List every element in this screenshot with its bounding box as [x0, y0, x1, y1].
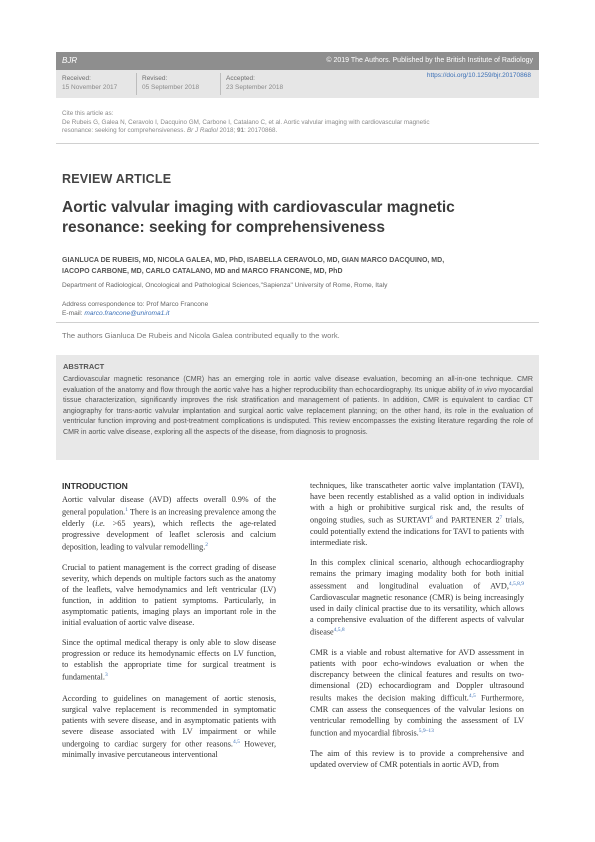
text-run: In this complex clinical scenario, although echocardiography remains the primary imaging modality both for both initial assessment and longitudinal evaluation of AVD, [310, 558, 524, 591]
citation-volume: 91 [237, 127, 245, 134]
divider [56, 322, 539, 323]
email-link[interactable]: marco.francone@uniroma1.it [84, 310, 170, 317]
text-run: >65 years), which reflects the age-related progressive development of leaflet sclerosis and calcium deposition, leading to valvular remodelling. [62, 518, 276, 552]
journal-header-bar [56, 52, 539, 70]
article-type: REVIEW ARTICLE [62, 172, 172, 186]
text-run: Since the optimal medical therapy is only able to slow disease progression or reduce its hemodynamic effects on LV function, to establish the appropriate time for surgical treatment is fundamental. [62, 638, 276, 683]
paragraph [310, 557, 524, 637]
divider [136, 73, 137, 95]
section-heading-introduction: INTRODUCTION [62, 481, 128, 491]
accepted-date [226, 74, 283, 92]
reference-link[interactable]: 4,5,8,9 [508, 581, 524, 588]
reference-link[interactable]: 4,5 [468, 693, 476, 700]
divider [220, 73, 221, 95]
citation-year: 2018; [217, 127, 238, 134]
text-run: According to guidelines on management of aortic stenosis, surgical valve replacement is recommended in symptomatic patients with severe disease, and in asymptomatic patients with severe disease associated with LV impairment or while undergoing to cardiac surgery for other reasons. [62, 693, 276, 749]
text-run: CMR is a viable and robust alternative for AVD assessment in patients with poor echo-windows evaluation or when the discrepancy between the clinical features and results on two-dimensional (2D) echocardiogram and Doppler ultrasound results makes the decision making difficult. [310, 648, 524, 703]
reference-link[interactable]: 7 [499, 515, 503, 521]
citation-line-1: De Rubeis G, Galea N, Ceravolo I, Dacquino GM, Carbone I, Catalano C, et al. Aortic valvular imaging with cardiovascular magnetic [62, 118, 430, 126]
reference-link[interactable]: 2 [205, 541, 208, 548]
authors-line-2: IACOPO CARBONE, MD, CARLO CATALANO, MD and MARCO FRANCONE, MD, PhD [62, 268, 343, 275]
text-run: Cardiovascular magnetic resonance (CMR) is being increasingly used in daily clinical practise due to its versatility, which allows a comprehensive evaluation of the different aspects of valvular disease [310, 592, 524, 637]
correspondence-email [62, 309, 208, 318]
abstract-text [63, 375, 533, 439]
article-title [62, 198, 532, 238]
received-label: Received: [62, 75, 91, 82]
title-line-2: resonance: seeking for comprehensiveness [62, 219, 386, 236]
accepted-value: 23 September 2018 [226, 84, 284, 91]
reference-link[interactable]: 4,5,8 [333, 626, 345, 633]
author-list [62, 255, 532, 277]
authors-line-1: GIANLUCA DE RUBEIS, MD, NICOLA GALEA, MD, PhD, ISABELLA CERAVOLO, MD, GIAN MARCO DACQUINO, MD, [62, 257, 445, 264]
reference-link[interactable]: 3 [104, 672, 108, 679]
revised-label: Revised: [142, 75, 168, 82]
body-column-left [62, 494, 276, 770]
citation-block [62, 110, 532, 136]
body-column-right [310, 480, 524, 780]
paragraph [62, 693, 276, 761]
citation-line-2 [62, 127, 532, 136]
text-run: There is an increasing prevalence among the elderly ( [62, 507, 276, 528]
correspondence [62, 300, 208, 318]
abstract-text-part: myocardial tissue characterization, significantly improves the risk stratification and management of patients. In addition, CMR is equivalent to cardiac CT angiography for trans-aortic valvular implantation and surgical aortic valve replacement planning; on the other hand, its role in the evaluation of ventricular function improving and post-treatment complications is undisputed. This review encompasses the existing literature regarding the role of CMR in aortic valve disease, exploring all the aspects of the disease, from diagnosis to prognosis. [63, 386, 533, 436]
text-run: Aortic valvular disease (AVD) affects overall 0.9% of the general population. [62, 495, 276, 517]
abstract-italic-term: in vivo [476, 386, 497, 394]
paragraph [62, 494, 276, 552]
dates-bar [56, 70, 539, 98]
paragraph: Crucial to patient management is the correct grading of disease severity, which depends on multiple factors such as the anatomy of the leaflets, valve hemodynamics and left ventricular (LV) function, in addition to patient symptoms. Particularly, in asymptomatic patients, imaging plays an important role in the initial evaluation of aortic valve disease. [62, 562, 276, 627]
citation-page: : 20170868. [244, 127, 278, 134]
text-run: Furthermore, CMR can assess the consequences of the valvular lesions on ventricular remodelling by combining the assessment of LV function and myocardial fibrosis. [310, 693, 524, 738]
correspondence-address: Address correspondence to: Prof Marco Francone [62, 301, 209, 308]
paragraph [310, 647, 524, 738]
citation-title-end: resonance: seeking for comprehensiveness. [62, 127, 187, 134]
affiliation: Department of Radiological, Oncological and Pathological Sciences,"Sapienza" University of Rome, Rome, Italy [62, 282, 388, 289]
divider [56, 143, 539, 144]
revised-value: 05 September 2018 [142, 84, 200, 91]
paragraph [310, 480, 524, 548]
revised-date [142, 74, 199, 92]
title-line-1: Aortic valvular imaging with cardiovascular magnetic [62, 199, 455, 216]
text-italic: i.e. [95, 518, 106, 528]
citation-journal: Br J Radiol [186, 127, 218, 134]
paragraph: The aim of this review is to provide a comprehensive and updated overview of CMR potentials in aortic AVD, from [310, 749, 524, 770]
doi-link[interactable]: https://doi.org/10.1259/bjr.20170868 [426, 72, 531, 79]
reference-link[interactable]: 6 [429, 515, 433, 521]
contribution-note: The authors Gianluca De Rubeis and Nicola Galea contributed equally to the work. [62, 331, 340, 340]
reference-link[interactable]: 1 [125, 507, 128, 513]
abstract-heading: ABSTRACT [63, 362, 105, 371]
abstract-text-part: Cardiovascular magnetic resonance (CMR) has an emerging role in aortic valve disease evaluation, becoming an all-in-one technique. CMR evaluation of the anatomy and flow through the aortic valve has a higher reproducibility than echocardiography. Its unique ability of [63, 376, 533, 394]
text-run: However, minimally invasive percutaneous interventional [62, 739, 276, 760]
email-label: E-mail: [62, 310, 85, 317]
abstract-box [56, 355, 539, 460]
reference-link[interactable]: 4,5 [232, 738, 240, 745]
received-value: 15 November 2017 [62, 84, 118, 91]
journal-name: BJR [62, 56, 78, 65]
text-run: techniques, like transcatheter aortic valve implantation (TAVI), have been recently established as a valid option in individuals with a high or prohibitive surgical risk and, the results of ongoing studies, such as SURTAVI [310, 481, 524, 525]
accepted-label: Accepted: [226, 75, 255, 82]
copyright-notice: © 2019 The Authors. Published by the British Institute of Radiology [326, 57, 533, 64]
reference-link[interactable]: 5,9–13 [418, 727, 434, 734]
received-date [62, 74, 117, 92]
citation-heading: Cite this article as: [62, 110, 114, 117]
text-run: trials, could potentially extend the indications for TAVI to patients with intermediate risk. [310, 515, 525, 547]
text-run: and PARTENER 2 [432, 515, 500, 525]
paragraph [62, 637, 276, 683]
